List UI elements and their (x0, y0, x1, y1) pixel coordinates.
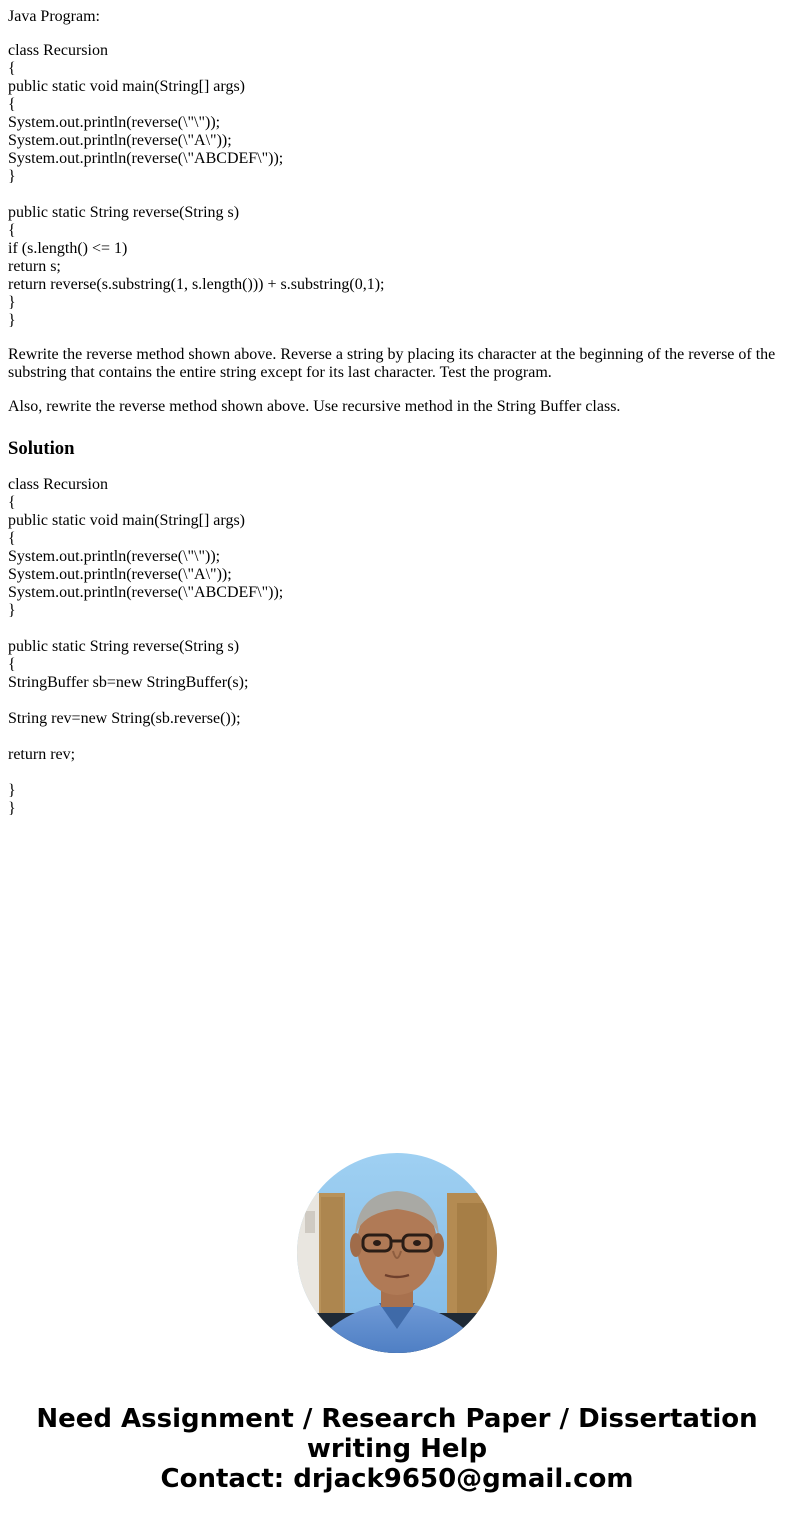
code-line: StringBuffer sb=new StringBuffer(s); (8, 674, 249, 691)
code-line: return reverse(s.substring(1, s.length())) + s.substring(0,1); (8, 276, 385, 293)
code-line: { (8, 656, 16, 673)
code-line (8, 728, 786, 746)
code-line: System.out.println(reverse(\"A\")); (8, 132, 232, 149)
author-avatar (297, 1153, 497, 1353)
code-line: } (8, 168, 16, 185)
code-line (8, 620, 786, 638)
code-line: public static String reverse(String s) (8, 638, 240, 655)
code-line: System.out.println(reverse(\"ABCDEF\")); (8, 150, 284, 167)
code-line: { (8, 494, 16, 511)
code-line: System.out.println(reverse(\"ABCDEF\")); (8, 584, 284, 601)
code-line: { (8, 60, 16, 77)
contact-banner-line-3: Contact: drjack9650@gmail.com (160, 1464, 634, 1494)
code-line: if (s.length() <= 1) (8, 240, 128, 257)
code-line (8, 692, 786, 710)
code-line (8, 186, 786, 204)
code-line: } (8, 294, 16, 311)
code-line: class Recursion (8, 42, 108, 59)
code-line: { (8, 530, 16, 547)
intro-label: Java Program: (8, 8, 100, 25)
code-line: System.out.println(reverse(\"\")); (8, 548, 221, 565)
solution-heading: Solution (8, 438, 75, 459)
code-line: } (8, 312, 16, 329)
solution-code-block (8, 476, 786, 818)
contact-banner (0, 1404, 794, 1494)
contact-banner-line-1: Need Assignment / Research Paper / Dissertation (36, 1404, 758, 1434)
code-line: { (8, 222, 16, 239)
code-line: public static void main(String[] args) (8, 78, 245, 95)
code-line: System.out.println(reverse(\"\")); (8, 114, 221, 131)
code-line (8, 764, 786, 782)
document-body (8, 8, 786, 834)
question-paragraph-1: Rewrite the reverse method shown above. Reverse a string by placing its character at the beginning of the reverse of the substring that contains the entire string except for its last character. Test the program. (8, 346, 776, 381)
code-line: class Recursion (8, 476, 108, 493)
contact-banner-line-2: writing Help (306, 1434, 488, 1464)
code-line: return rev; (8, 746, 76, 763)
code-line: } (8, 602, 16, 619)
code-line: public static void main(String[] args) (8, 512, 245, 529)
code-line: } (8, 800, 16, 817)
code-line: public static String reverse(String s) (8, 204, 240, 221)
code-line: String rev=new String(sb.reverse()); (8, 710, 241, 727)
code-line: } (8, 782, 16, 799)
code-line: { (8, 96, 16, 113)
question-paragraph-2: Also, rewrite the reverse method shown above. Use recursive method in the String Buffer class. (8, 398, 621, 415)
avatar-portrait (297, 1153, 497, 1353)
code-line: return s; (8, 258, 61, 275)
question-code-block (8, 42, 786, 330)
code-line: System.out.println(reverse(\"A\")); (8, 566, 232, 583)
